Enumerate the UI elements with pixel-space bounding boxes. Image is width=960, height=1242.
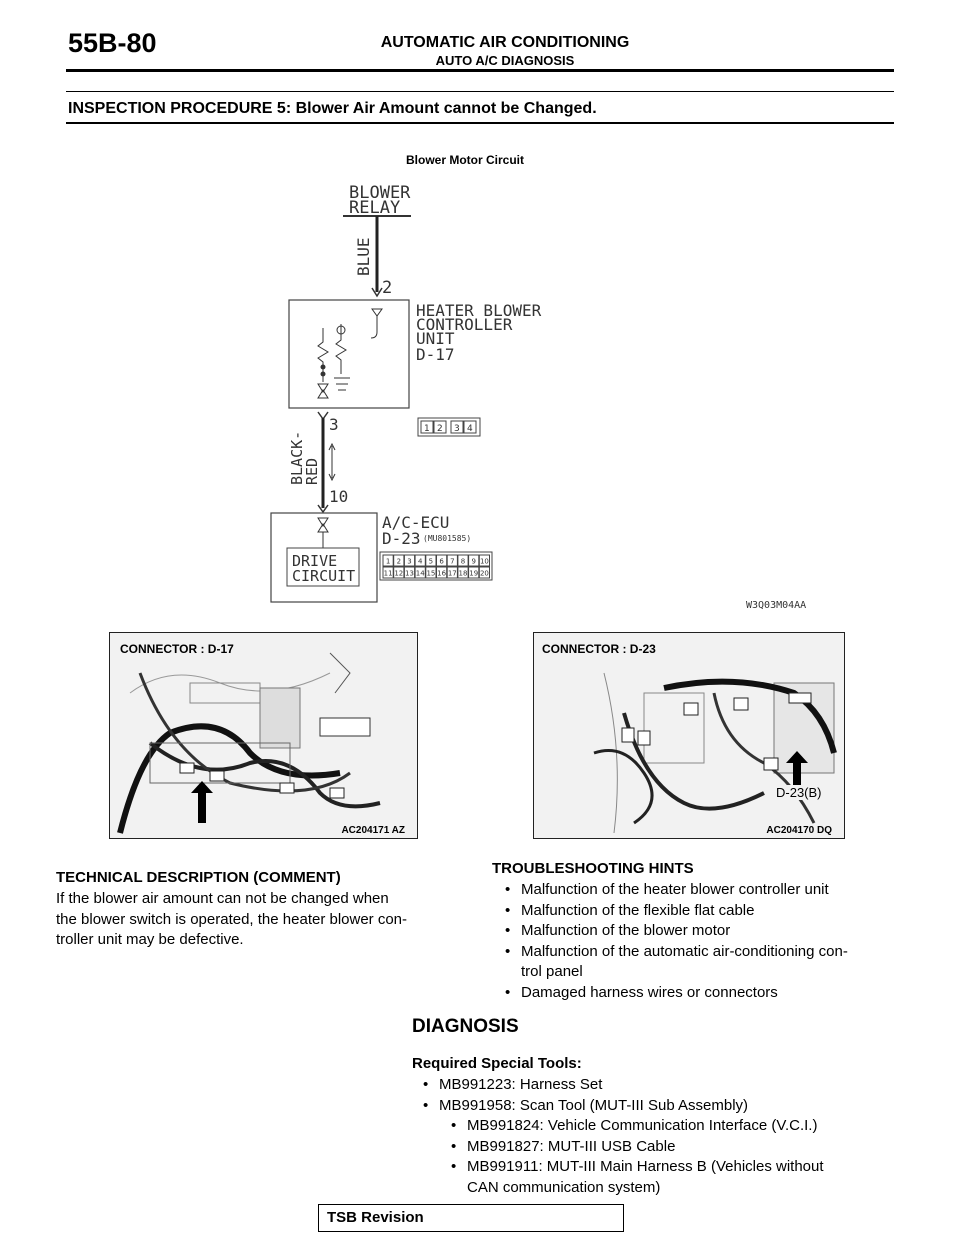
ecu-pin-label: 9 bbox=[471, 557, 476, 566]
sub-tool-item-cont: CAN communication system) bbox=[467, 1178, 661, 1196]
ecu-pin-symbol bbox=[318, 518, 328, 532]
connector-pin: 2 bbox=[437, 424, 443, 434]
pin-3-label: 3 bbox=[329, 415, 339, 434]
tsb-revision-box: TSB Revision bbox=[318, 1204, 624, 1232]
relay-label-2: RELAY bbox=[349, 198, 401, 218]
controller-label-1: HEATER BLOWER bbox=[416, 301, 542, 320]
ecu-pin-label: 8 bbox=[460, 557, 466, 566]
tool-item: MB991223: Harness Set bbox=[439, 1076, 603, 1093]
photo-label-d23: CONNECTOR : D-23 bbox=[542, 642, 656, 656]
ecu-pin-label: 18 bbox=[458, 569, 468, 578]
connector-pin: 4 bbox=[467, 424, 473, 434]
controller-label-3: UNIT bbox=[416, 329, 455, 348]
troubleshooting-item-cont: trol panel bbox=[521, 963, 583, 980]
troubleshooting-list: • Malfunction of the heater blower controller unit • Malfunction of the flexible flat cable • Malfunction of the blower motor • Malfunction of the automatic air-conditioning con- trol panel • Damaged harness wires or connectors bbox=[505, 881, 848, 1001]
diagnosis-heading: DIAGNOSIS bbox=[412, 1016, 519, 1037]
ecu-pin-label: 20 bbox=[479, 569, 489, 578]
ecu-part-number: (MU801585) bbox=[423, 534, 472, 543]
photo-code-d23: AC204170 DQ bbox=[766, 825, 832, 836]
controller-junction-1 bbox=[321, 365, 326, 370]
ecu-pin-label: 4 bbox=[417, 557, 423, 566]
ecu-pin-label: 7 bbox=[450, 557, 455, 566]
drive-circuit-label-2: CIRCUIT bbox=[292, 567, 356, 585]
ecu-pin-label: 15 bbox=[426, 569, 436, 578]
procedure-title: INSPECTION PROCEDURE 5: Blower Air Amount cannot be Changed. bbox=[68, 100, 597, 117]
ecu-pin-label: 3 bbox=[407, 557, 412, 566]
ecu-pin-label: 17 bbox=[447, 569, 457, 578]
ecu-code: D-23 bbox=[382, 529, 421, 548]
troubleshooting-item: Malfunction of the heater blower controller unit bbox=[521, 881, 829, 898]
tech-desc-heading: TECHNICAL DESCRIPTION (COMMENT) bbox=[56, 869, 341, 886]
wire-black-red-label-1: BLACK- bbox=[288, 430, 306, 485]
section-title: AUTOMATIC AIR CONDITIONING bbox=[380, 34, 630, 51]
tech-desc-line: the blower switch is operated, the heater blower con- bbox=[56, 911, 408, 928]
sub-tool-item: MB991911: MUT-III Main Harness B (Vehicles without bbox=[467, 1158, 824, 1175]
ecu-pin-label: 12 bbox=[394, 569, 404, 578]
photo-code-d17: AC204171 AZ bbox=[341, 825, 405, 836]
controller-code: D-17 bbox=[416, 345, 455, 364]
wire-blue-label: BLUE bbox=[354, 237, 373, 276]
ecu-pin-label: 1 bbox=[385, 557, 391, 566]
ecu-pin-label: 14 bbox=[415, 569, 425, 578]
harness-illustration-d23 bbox=[534, 633, 844, 838]
troubleshooting-heading: TROUBLESHOOTING HINTS bbox=[492, 860, 694, 877]
sub-tools-list: • MB991824: Vehicle Communication Interface (V.C.I.) • MB991827: MUT-III USB Cable • MB991911: MUT-III Main Harness B (Vehicles without CAN communication system) bbox=[451, 1117, 824, 1196]
page-number: 55B-80 bbox=[68, 28, 157, 58]
ecu-pin-label: 6 bbox=[439, 557, 444, 566]
connector-pin: 3 bbox=[454, 424, 460, 434]
harness-illustration-d17 bbox=[110, 633, 417, 838]
tech-desc-line: troller unit may be defective. bbox=[56, 931, 244, 948]
controller-pin-top bbox=[372, 309, 382, 316]
diagram-ref-code: W3Q03M04AA bbox=[746, 600, 807, 611]
sub-tool-item: MB991827: MUT-III USB Cable bbox=[467, 1137, 676, 1155]
drive-circuit-label-1: DRIVE bbox=[292, 552, 338, 570]
ecu-pin-label: 5 bbox=[428, 557, 434, 566]
relay-label-1: BLOWER bbox=[349, 183, 411, 203]
controller-inner-wire bbox=[371, 316, 377, 338]
ecu-pin-label: 2 bbox=[396, 557, 402, 566]
pin-10-label: 10 bbox=[329, 487, 349, 506]
section-subtitle: AUTO A/C DIAGNOSIS bbox=[435, 53, 575, 68]
tool-item: MB991958: Scan Tool (MUT-III Sub Assembly) bbox=[439, 1096, 749, 1114]
pin-3-arrow bbox=[318, 412, 328, 419]
ecu-pin-label: 10 bbox=[479, 557, 489, 566]
controller-pin-bottom bbox=[318, 384, 328, 398]
photo-connector-d23 bbox=[533, 632, 845, 839]
photo-connector-d17 bbox=[109, 632, 418, 839]
ecu-pin-label: 16 bbox=[437, 569, 447, 578]
pin-2-label: 2 bbox=[382, 278, 393, 298]
sub-tool-item: MB991824: Vehicle Communication Interface (V.C.I.) bbox=[467, 1117, 818, 1134]
troubleshooting-item: Malfunction of the automatic air-conditioning con- bbox=[521, 942, 848, 960]
wire-black-red-label-2: RED bbox=[303, 457, 321, 485]
connector-pin: 1 bbox=[424, 424, 430, 434]
troubleshooting-item: Malfunction of the flexible flat cable bbox=[521, 901, 755, 919]
controller-junction-2 bbox=[321, 372, 326, 377]
ecu-pin-label: 13 bbox=[405, 569, 414, 578]
troubleshooting-item: Malfunction of the blower motor bbox=[521, 922, 731, 939]
ecu-pin-label: 11 bbox=[383, 569, 393, 578]
tools-heading: Required Special Tools: bbox=[412, 1055, 582, 1072]
controller-box bbox=[289, 300, 409, 408]
tools-list: • MB991223: Harness Set • MB991958: Scan Tool (MUT-III Sub Assembly) bbox=[423, 1076, 749, 1114]
callout-d23b: D-23(B) bbox=[776, 785, 822, 800]
ecu-pin-label: 19 bbox=[469, 569, 479, 578]
troubleshooting-item: Damaged harness wires or connectors bbox=[521, 983, 778, 1001]
diagram-caption: Blower Motor Circuit bbox=[405, 153, 524, 167]
ground-icon bbox=[334, 378, 350, 390]
photo-label-d17: CONNECTOR : D-17 bbox=[120, 642, 234, 656]
tech-desc-line: If the blower air amount can not be changed when bbox=[56, 890, 389, 907]
ecu-label: A/C-ECU bbox=[382, 513, 450, 532]
controller-label-2: CONTROLLER bbox=[416, 315, 513, 334]
